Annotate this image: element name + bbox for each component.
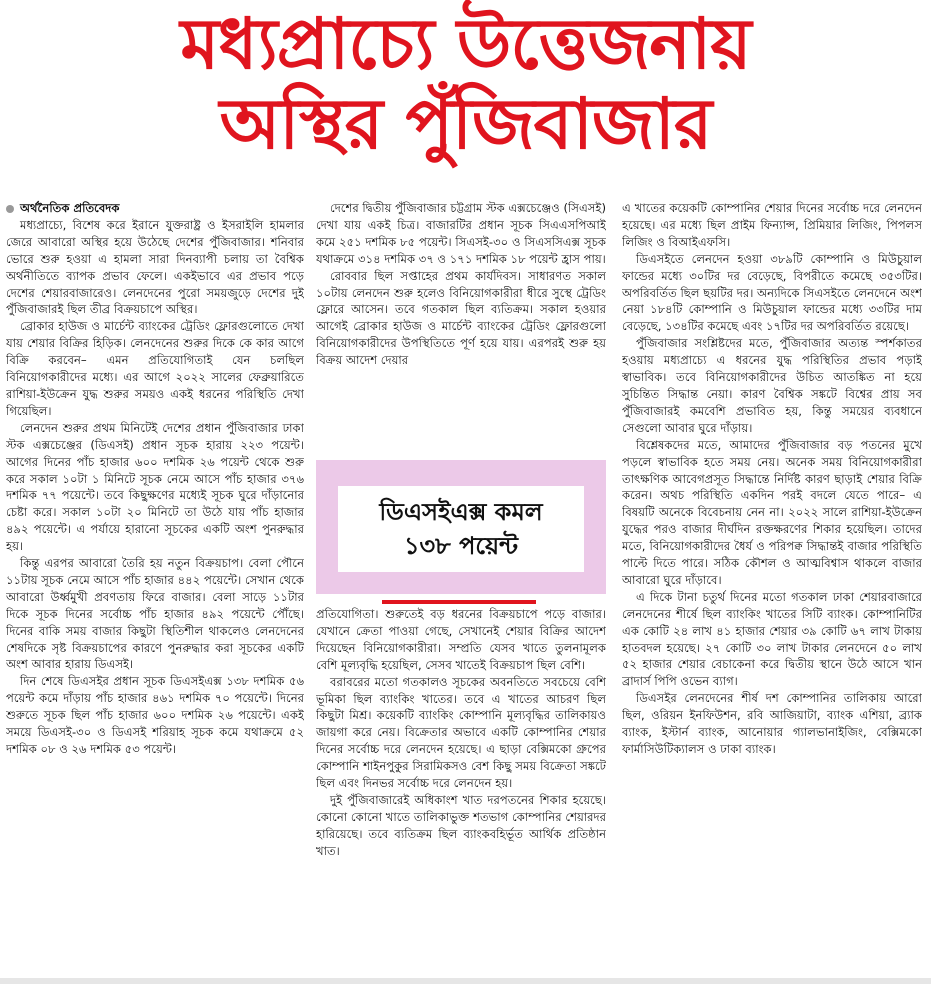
headline-line-2: অস্থির পুঁজিবাজার	[219, 82, 712, 165]
pull-quote-line-2: ১৩৮ পয়েন্ট	[403, 532, 519, 560]
paragraph: প্রতিযোগিতা। শুরুতেই বড় ধরনের বিক্রয়চাপে পড়ে বাজার। যেখানে ক্রেতা পাওয়া গেছে, সেখানেই শেয়ার বিক্রির আদেশ দিয়েছেন বিনিয়োগকারীরা। সম্প্রতি যেসব খাতে তুলনামূলক বেশি মূল্যবৃদ্ধি হয়েছিল, সেসব খাতেই বিক্রয়চাপ ছিল বেশি।	[316, 607, 606, 672]
article-column-2-top	[316, 200, 606, 462]
paragraph: বিশ্লেষকদের মতে, আমাদের পুঁজিবাজার বড় পতনের মুখে পড়লে স্বাভাবিক হতে সময় নেয়। অনেক সময় বিনিয়োগকারীরা তাৎক্ষণিক আবেগপ্রসূত সিদ্ধান্তে নির্দিষ্ট কারণ ছাড়াই শেয়ার বিক্রি করেন। অথচ পরিস্থিতি একদিন পরই বদলে যেতে পারে– এ বিষয়টি অনেকে বিবেচনায় নেন না। ২০২২ সালে রাশিয়া-ইউক্রেন যুদ্ধের পরও বাজার দীর্ঘদিন রক্তক্ষরণের শিকার হয়েছিল। তাদের মতে, বিনিয়োগকারীদের ধৈর্য ও পরিপক্ব সিদ্ধান্তই বাজার পরিস্থিতি পাল্টে দিতে পারে। সঠিক কৌশল ও আত্মবিশ্বাস থাকলে বাজার আবারো ঘুরে দাঁড়াবে।	[622, 437, 922, 587]
paragraph: লেনদেন শুরুর প্রথম মিনিটেই দেশের প্রধান পুঁজিবাজার ঢাকা স্টক এক্সচেঞ্জের (ডিএসই) প্রধান সূচক হারায় ২২৩ পয়েন্ট। আগের দিনের পাঁচ হাজার ৬০০ দশমিক ২৬ পয়েন্ট থেকে শুরু করে সকাল ১০টা ১ মিনিটে সূচক নেমে আসে পাঁচ হাজার ৩৭৬ দশমিক ৭৭ পয়েন্টে। তবে কিছুক্ষণের মধ্যেই সূচক ঘুরে দাঁড়ানোর চেষ্টা করে। সকাল ১০টা ২০ মিনিটে তা উঠে যায় পাঁচ হাজার ৪৯২ পয়েন্টে। এ পর্যায়ে হারানো সূচকের একটি অংশ পুনরুদ্ধার হয়।	[6, 420, 304, 554]
paragraph: ব্রোকার হাউজ ও মার্চেন্ট ব্যাংকের ট্রেডিং ফ্লোরগুলোতে দেখা যায় শেয়ার বিক্রির হিড়িক। লেনদেনের শুরুর দিকে কে কার আগে বিক্রি করবেন– এমন প্রতিযোগিতাই যেন চলছিল বিনিয়োগকারীদের মধ্যে। এর আগে ২০২২ সালের ফেব্রুয়ারিতে রাশিয়া-ইউক্রেন যুদ্ধ শুরুর সময়ও একই ধরনের পরিস্থিতি দেখা গিয়েছিল।	[6, 319, 304, 418]
paragraph: বরাবরের মতো গতকালও সূচকের অবনতিতে সবচেয়ে বেশি ভূমিকা ছিল ব্যাংকিং খাতের। তবে এ খাতের আচরণ ছিল কিছুটা মিশ্র। কয়েকটি ব্যাংকিং কোম্পানি মূল্যবৃদ্ধির তালিকায়ও জায়গা করে নেয়। বিক্রেতার অভাবে একটি কোম্পানির শেয়ার দিনের সর্বোচ্চ দরে লেনদেন হয়েছে। এ ছাড়া বেক্সিমকো গ্রুপের কোম্পানি শাইনপুকুর সিরামিকসও বেশ কিছু সময় বিক্রেতা সঙ্কটে ছিল এবং দিনভর সর্বোচ্চ দরে লেনদেন হয়।	[316, 674, 606, 791]
paragraph: দুই পুঁজিবাজারেই অধিকাংশ খাত দরপতনের শিকার হয়েছে। কোনো কোনো খাতে তালিকাভুক্ত শতভাগ কোম্পানির শেয়ারদর হারিয়েছে। তবে ব্যতিক্রম ছিল ব্যাংকবহির্ভূত আর্থিক প্রতিষ্ঠান খাত।	[316, 792, 606, 858]
paragraph: ডিএসইর লেনদেনের শীর্ষ দশ কোম্পানির তালিকায় আরো ছিল, ওরিয়ন ইনফিউশন, রবি আজিয়াটা, ব্যাংক এশিয়া, ব্র্যাক ব্যাংক, ইস্টার্ন ব্যাংক, আনোয়ার গ্যালভানাইজিং, বেক্সিমকো ফার্মাসিউটিক্যালস ও ঢাকা ব্যাংক।	[622, 691, 922, 756]
paragraph: এ দিকে টানা চতুর্থ দিনের মতো গতকাল ঢাকা শেয়ারবাজারে লেনদেনের শীর্ষে ছিল ব্যাংকিং খাতের সিটি ব্যাংক। কোম্পানিটির এক কোটি ২৪ লাখ ৪১ হাজার শেয়ার ৩৯ কোটি ৬৭ লাখ টাকায় হাতবদল হয়েছে। ২৭ কোটি ৩০ লাখ টাকার লেনদেনে ৫০ লাখ ৫২ হাজার শেয়ার বেচাকেনা করে দ্বিতীয় স্থানে উঠে আসে খান ব্রাদার্স পিপি ওভেন ব্যাগ।	[622, 589, 922, 689]
pull-quote-box	[316, 460, 606, 594]
paragraph: পুঁজিবাজার সংশ্লিষ্টদের মতে, পুঁজিবাজার অত্যন্ত স্পর্শকাতর হওয়ায় মধ্যপ্রাচ্যে এ ধরনের যুদ্ধ পরিস্থিতির প্রভাব পড়াই স্বাভাবিক। তবে বিনিয়োগকারীদের উচিত আতঙ্কিত না হয়ে সুচিন্তিত সিদ্ধান্ত নেয়া। কারণ বৈশ্বিক সঙ্কটে বিশ্বের প্রায় সব পুঁজিবাজারই কমবেশি প্রভাবিত হয়, কিন্তু সময়ের ব্যবধানে সেগুলো আবার ঘুরে দাঁড়ায়।	[622, 336, 922, 435]
pull-quote-underline	[382, 600, 536, 604]
pull-quote	[338, 486, 584, 572]
paragraph: রোববার ছিল সপ্তাহের প্রথম কার্যদিবস। সাধারণত সকাল ১০টায় লেনদেন শুরু হলেও বিনিয়োগকারীরা ধীরে সুস্থে ট্রেডিং ফ্লোরে আসেন। তবে গতকাল ছিল ব্যতিক্রম। সকাল হওয়ার আগেই ব্রোকার হাউজ ও মার্চেন্ট ব্যাংকের ট্রেডিং ফ্লোরগুলো বিনিয়োগকারীদের উপস্থিতিতে পূর্ণ হয়ে যায়। এরপরই শুরু হয় বিক্রয় আদেশ দেয়ার	[316, 268, 606, 368]
page-edge	[0, 978, 931, 984]
article-column-3	[622, 200, 922, 984]
byline-text: অর্থনৈতিক প্রতিবেদক	[20, 201, 120, 215]
byline	[6, 200, 304, 217]
paragraph: দিন শেষে ডিএসইর প্রধান সূচক ডিএসইএক্স ১৩৮ দশমিক ৫৬ পয়েন্ট কমে দাঁড়ায় পাঁচ হাজার ৪৬১ দশমিক ৭০ পয়েন্টে। দিনের শুরুতে সূচক ছিল পাঁচ হাজার ৬০০ দশমিক ২৬ পয়েন্টে। একই সময়ে ডিএসই-৩০ ও ডিএসই শরিয়াহ সূচক কমে যথাক্রমে ৫২ দশমিক ০৮ ও ২৬ দশমিক ৫৩ পয়েন্ট।	[6, 674, 304, 756]
paragraph: কিন্তু এরপর আবারো তৈরি হয় নতুন বিক্রয়চাপ। বেলা পৌনে ১১টায় সূচক নেমে আসে পাঁচ হাজার ৪৪২ পয়েন্টে। সেখান থেকে আবারো উর্ধ্বমুখী প্রবণতায় ফিরে বাজার। বেলা সাড়ে ১১টার দিকে সূচক দিনের সর্বোচ্চ পাঁচ হাজার ৪৯২ পয়েন্টে পৌঁছে। দিনের বাকি সময় বাজার কিছুটা স্থিতিশীল থাকলেও লেনদেনের শেষদিকে সৃষ্ট বিক্রয়চাপের কারণে পুনরুদ্ধার করা সূচকের একটি অংশ আবার হারায় ডিএসই।	[6, 556, 304, 672]
bullet-icon	[6, 205, 14, 213]
paragraph: দেশের দ্বিতীয় পুঁজিবাজার চট্টগ্রাম স্টক এক্সচেঞ্জেও (সিএসই) দেখা যায় একই চিত্র। বাজারটির প্রধান সূচক সিএএসপিআই কমে ২৫১ দশমিক ৮৫ পয়েন্ট। সিএসই-৩০ ও সিএসসিএক্স সূচক যথাক্রমে ৩১৪ দশমিক ৩৭ ও ১৭১ দশমিক ১৮ পয়েন্ট হ্রাস পায়।	[316, 201, 606, 266]
pull-quote-line-1: ডিএসইএক্স কমল	[379, 498, 543, 526]
headline-line-1: মধ্যপ্রাচ্যে উত্তেজনায়	[180, 3, 751, 85]
paragraph: মধ্যপ্রাচ্যে, বিশেষ করে ইরানে যুক্তরাষ্ট্র ও ইসরাইলি হামলার জেরে আবারো অস্থির হয়ে উঠেছে দেশের পুঁজিবাজার। শনিবার ভোরে শুরু হওয়া এ হামলা সারা দিনব্যাপী চলায় তা বৈশ্বিক অর্থনীতিতে ব্যাপক প্রভাব ফেলে। একইভাবে এর প্রভাব পড়ে দেশের শেয়ারবাজারেও। লেনদেনের পুরো সময়জুড়ে দেশের দুই পুঁজিবাজারই ছিল তীব্র বিক্রয়চাপে অস্থির।	[6, 217, 304, 317]
paragraph: এ খাতের কয়েকটি কোম্পানির শেয়ার দিনের সর্বোচ্চ দরে লেনদেন হয়েছে। এর মধ্যে ছিল প্রাইম ফিন্যান্স, প্রিমিয়ার লিজিং, পিপলস লিজিং ও বিআইএফসি।	[622, 201, 922, 249]
paragraph: ডিএসইতে লেনদেন হওয়া ৩৮৯টি কোম্পানি ও মিউচুয়াল ফান্ডের মধ্যে ৩০টির দর বেড়েছে, বিপরীতে কমেছে ৩৫৩টির। অপরিবর্তিত ছিল ছয়টির দর। অন্যদিকে সিএসইতে লেনদেনে অংশ নেয়া ১৮৪টি কোম্পানি ও মিউচুয়াল ফান্ডের মধ্যে ৩৩টির দাম বেড়েছে, ১৩৪টির কমেছে এবং ১৭টির দর অপরিবর্তিত রয়েছে।	[622, 251, 922, 334]
article-column-2-bottom	[316, 606, 606, 984]
article-column-1	[6, 200, 304, 984]
headline	[0, 3, 931, 165]
